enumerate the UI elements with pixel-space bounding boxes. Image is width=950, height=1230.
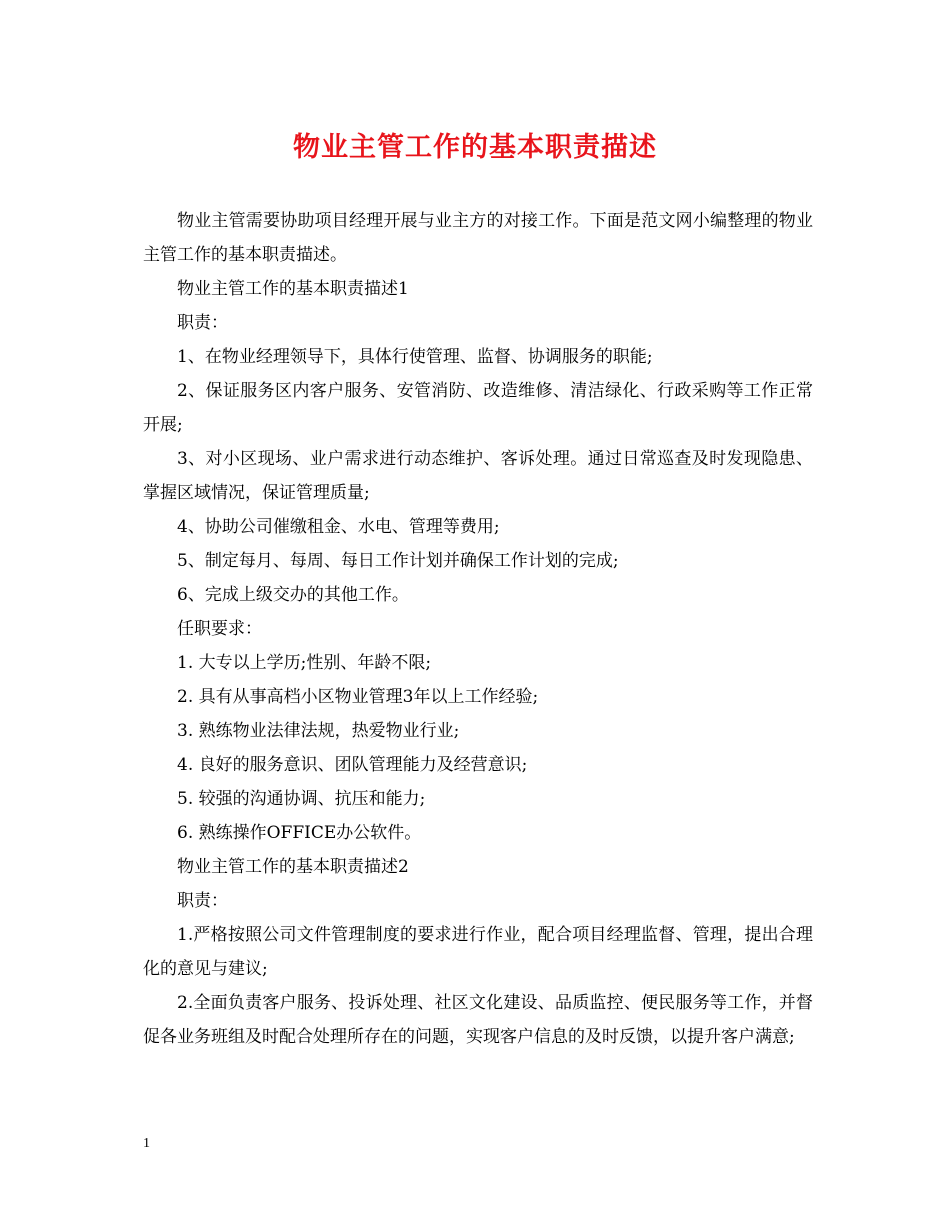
paragraph: 物业主管需要协助项目经理开展与业主方的对接工作。下面是范文网小编整理的物业主管工作的基本职责描述。 (143, 211, 813, 265)
paragraph: 5、制定每月、每周、每日工作计划并确保工作计划的完成; (177, 551, 619, 571)
paragraph: 任职要求： (177, 619, 262, 639)
paragraph: 2. 具有从事高档小区物业管理3年以上工作经验; (177, 687, 539, 707)
paragraph: 物业主管工作的基本职责描述2 (177, 857, 409, 877)
paragraph: 6. 熟练操作OFFICE办公软件。 (177, 823, 422, 843)
paragraph: 4、协助公司催缴租金、水电、管理等费用; (177, 517, 500, 537)
paragraph: 2、保证服务区内客户服务、安管消防、改造维修、清洁绿化、行政采购等工作正常开展; (143, 381, 813, 435)
paragraph: 5. 较强的沟通协调、抗压和能力; (177, 789, 426, 809)
paragraph: 6、完成上级交办的其他工作。 (177, 585, 409, 605)
paragraph: 3、对小区现场、业户需求进行动态维护、客诉处理。通过日常巡查及时发现隐患、掌握区域情况，保证管理质量; (143, 449, 813, 503)
paragraph: 1、在物业经理领导下，具体行使管理、监督、协调服务的职能; (177, 347, 653, 367)
document-title: 物业主管工作的基本职责描述 (293, 132, 657, 163)
paragraph: 职责： (177, 891, 228, 911)
page-number: 1 (143, 1136, 150, 1151)
paragraph: 4. 良好的服务意识、团队管理能力及经营意识; (177, 755, 528, 775)
paragraph: 职责： (177, 313, 228, 333)
paragraph: 2.全面负责客户服务、投诉处理、社区文化建设、品质监控、便民服务等工作，并督促各业务班组及时配合处理所存在的问题，实现客户信息的及时反馈，以提升客户满意; (143, 993, 813, 1047)
paragraph: 物业主管工作的基本职责描述1 (177, 279, 409, 299)
document-body (143, 204, 813, 1054)
paragraph: 3. 熟练物业法律法规，热爱物业行业; (177, 721, 460, 741)
paragraph: 1.严格按照公司文件管理制度的要求进行作业，配合项目经理监督、管理，提出合理化的意见与建议; (143, 925, 813, 979)
paragraph: 1. 大专以上学历;性别、年龄不限; (177, 653, 432, 673)
